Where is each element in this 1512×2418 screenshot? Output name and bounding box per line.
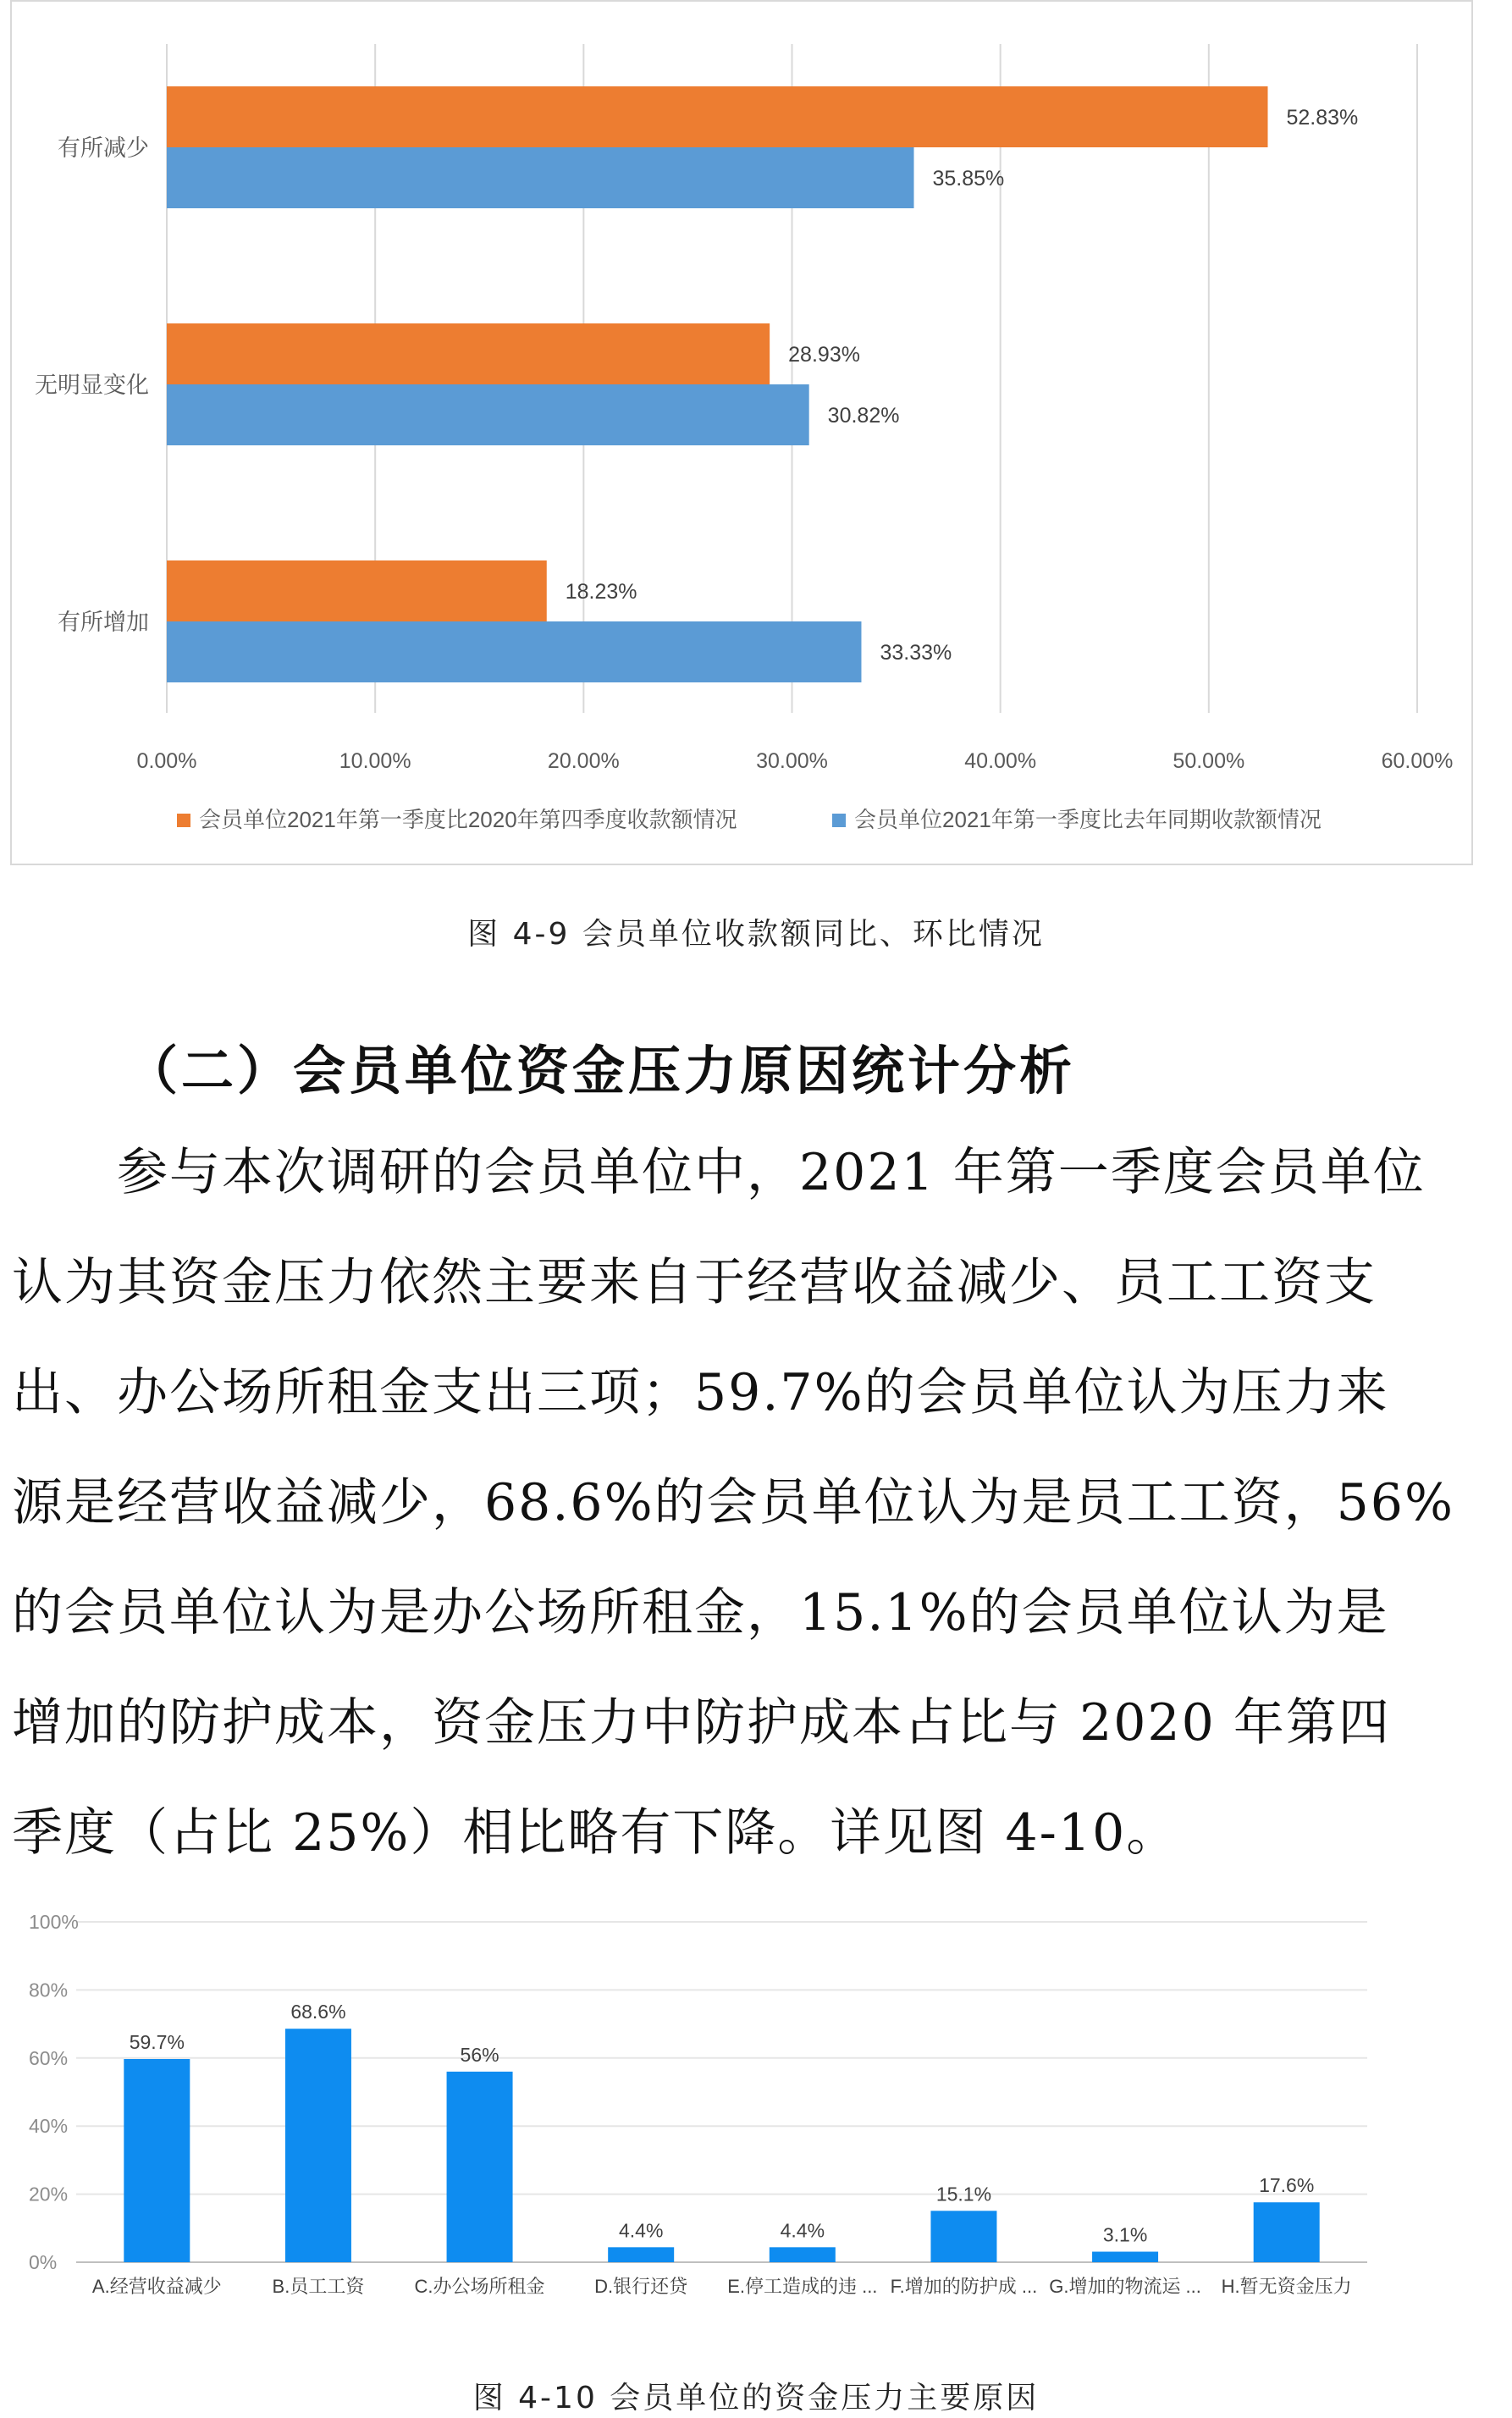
data-label: 56% [460,2043,499,2066]
legend-entry: 会员单位2021年第一季度比去年同期收款额情况 [854,807,1322,832]
figure-4-10-caption: 图 4-10 会员单位的资金压力主要原因 [472,2381,1040,2415]
category-label: 无明显变化 [35,373,149,398]
data-label: 17.6% [1259,2174,1315,2197]
paragraph-line: 增加的防护成本，资金压力中防护成本占比与 2020 年第四 [12,1693,1391,1753]
bar [930,2211,996,2262]
y-tick-label: 60% [29,2046,69,2069]
category-label: C.办公场所租金 [414,2276,545,2297]
x-tick-label: 30.00% [756,749,828,773]
data-label: 35.85% [932,167,1005,190]
y-tick-label: 20% [29,2183,69,2205]
paragraph-line: 认为其资金压力依然主要来自于经营收益减少、员工工资支 [12,1253,1377,1312]
y-tick-label: 0% [29,2251,58,2273]
bar [770,2247,836,2262]
bar-qoq [167,323,770,384]
paragraph-line: 源是经营收益减少，68.6%的会员单位认为是员工工资，56% [12,1473,1454,1532]
category-label: G.增加的物流运 ... [1049,2276,1201,2297]
legend-swatch [832,814,846,827]
category-label: B.员工工资 [272,2276,365,2297]
bar [124,2059,190,2262]
bar-qoq [167,86,1267,147]
data-label: 30.82% [827,404,900,428]
section-heading: （二）会员单位资金压力原因统计分析 [125,1040,1076,1101]
x-tick-label: 50.00% [1173,749,1245,773]
bar [1254,2202,1320,2262]
bar [447,2072,513,2262]
y-tick-label: 100% [29,1911,79,1933]
bar-yoy [167,621,861,682]
data-label: 3.1% [1102,2223,1148,2246]
paragraph-line: 参与本次调研的会员单位中，2021 年第一季度会员单位 [12,1143,1426,1202]
y-tick-label: 80% [29,1979,69,2001]
pressure-reasons-chart [0,1896,1512,2337]
data-label: 33.33% [880,641,952,665]
bar [285,2029,351,2262]
paragraph-line: 的会员单位认为是办公场所租金，15.1%的会员单位认为是 [12,1583,1389,1642]
data-label: 59.7% [129,2031,185,2054]
y-tick-label: 40% [29,2115,69,2138]
x-tick-label: 40.00% [964,749,1037,773]
category-label: H.暂无资金压力 [1221,2276,1352,2297]
bar-yoy [167,384,809,445]
category-label: 有所增加 [58,610,149,635]
data-label: 18.23% [565,580,637,604]
x-tick-label: 0.00% [136,749,197,773]
paragraph-line: 季度（占比 25%）相比略有下降。详见图 4-10。 [12,1803,1179,1863]
x-tick-label: 10.00% [339,749,411,773]
data-label: 4.4% [618,2219,664,2242]
x-tick-label: 60.00% [1381,749,1454,773]
revenue-comparison-chart [12,2,1471,864]
bar [1092,2252,1158,2262]
legend-swatch [177,814,190,827]
category-label: A.经营收益减少 [91,2276,222,2297]
revenue-chart-frame [10,0,1473,865]
bar [608,2247,674,2262]
legend-entry: 会员单位2021年第一季度比2020年第四季度收款额情况 [199,807,737,832]
figure-4-9-caption: 图 4-9 会员单位收款额同比、环比情况 [467,917,1045,952]
data-label: 68.6% [290,2001,346,2023]
category-label: F.增加的防护成 ... [890,2276,1038,2297]
bar-qoq [167,560,547,621]
category-label: E.停工造成的违 ... [727,2276,878,2297]
category-label: 有所减少 [58,135,149,161]
data-label: 15.1% [935,2183,992,2205]
paragraph-line: 出、办公场所租金支出三项；59.7%的会员单位认为压力来 [12,1363,1389,1422]
bar-yoy [167,147,914,208]
category-label: D.银行还贷 [594,2276,688,2297]
data-label: 28.93% [788,343,860,367]
data-label: 52.83% [1286,106,1359,130]
data-label: 4.4% [780,2219,825,2242]
x-tick-label: 20.00% [547,749,620,773]
